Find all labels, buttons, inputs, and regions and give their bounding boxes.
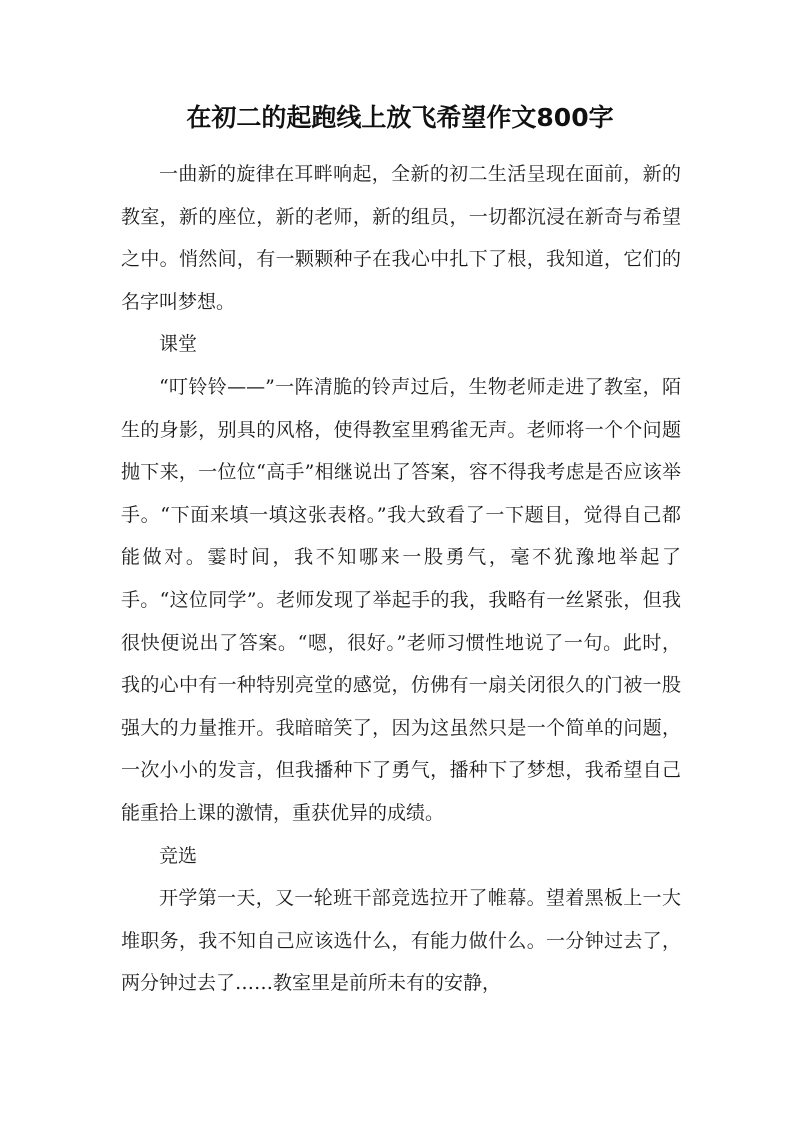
essay-body [121,153,681,1005]
section-heading-election: 竞选 [159,844,198,867]
section-heading-classroom: 课堂 [159,333,198,356]
intro-paragraph: 一曲新的旋律在耳畔响起，全新的初二生活呈现在面前，新的教室，新的座位，新的老师，新的组员，一切都沉浸在新奇与希望之中。悄然间，有一颗颗种子在我心中扎下了根，我知道，它们的名字叫梦想。 [121,163,681,313]
election-paragraph: 开学第一天，又一轮班干部竞选拉开了帷幕。望着黑板上一大堆职务，我不知自己应该选什么，有能力做什么。一分钟过去了，两分钟过去了……教室里是前所未有的安静， [121,887,681,995]
classroom-paragraph: “叮铃铃——”一阵清脆的铃声过后，生物老师走进了教室，陌生的身影，别具的风格，使得教室里鸦雀无声。老师将一个个问题抛下来，一位位“高手”相继说出了答案，容不得我考虑是否应该举手。“下面来填一填这张表格。”我大致看了一下题目，觉得自己都能做对。霎时间，我不知哪来一股勇气，毫不犹豫地举起了手。“这位同学”。老师发现了举起手的我，我略有一丝紧张，但我很快便说出了答案。“嗯，很好。”老师习惯性地说了一句。此时，我的心中有一种特别亮堂的感觉，仿佛有一扇关闭很久的门被一股强大的力量推开。我暗暗笑了，因为这虽然只是一个简单的问题，一次小小的发言，但我播种下了勇气，播种下了梦想，我希望自己能重拾上课的激情，重获优异的成绩。 [121,375,681,824]
essay-title: 在初二的起跑线上放飞希望作文800字 [186,103,614,132]
